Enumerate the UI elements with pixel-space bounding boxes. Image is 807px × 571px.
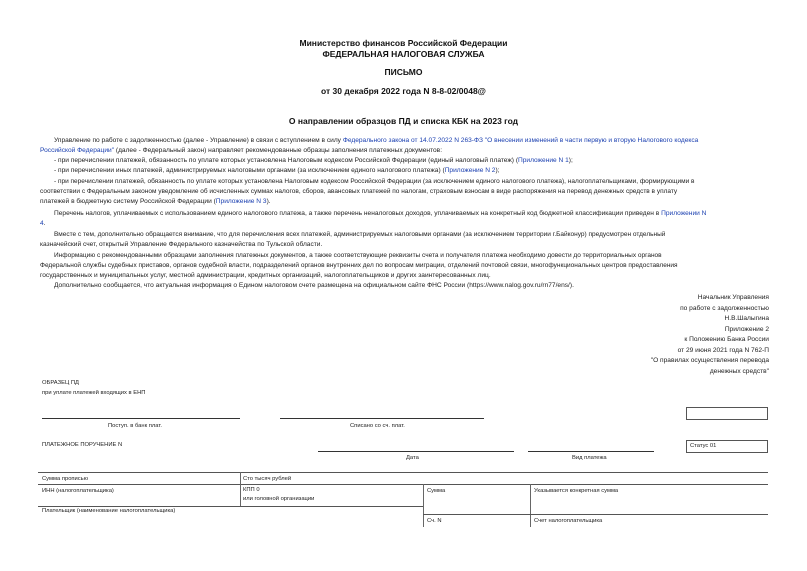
- paragraph-3-line-2: казначейский счет, открытый Управление Федерального казначейства по Тульской области.: [40, 241, 323, 248]
- account-label: Сч. N: [427, 518, 442, 524]
- paragraph-1-line-2: [40, 146, 442, 156]
- signature-person: Н.В.Шалыгина: [724, 315, 769, 322]
- received-line: [42, 418, 240, 419]
- bullet-1-text: - при перечислении платежей, обязанность по уплате которых установлена Налоговым кодексом Российской Федерации (единый налоговый платеж) (: [54, 157, 519, 164]
- paragraph-2-line-1: [54, 209, 706, 219]
- account-value: Счет налогоплательщика: [534, 518, 603, 524]
- grid-top-line: [38, 472, 768, 473]
- bullet-3-line-3: [40, 197, 271, 207]
- kpp-sublabel: или головной организации: [243, 496, 315, 502]
- paragraph-2-line-2: [40, 219, 46, 229]
- inn-kpp-divider: [240, 484, 241, 506]
- sum-column-divider: [423, 484, 424, 527]
- appendix-2-link[interactable]: Приложение N 2: [444, 167, 496, 174]
- bullet-3-line-1: - при перечислении платежей, обязанность по уплате которых установлена Налоговым кодексом Российской Федерации (за исключением единого налогового платежа), налогоплательщиками, формирующими в: [54, 178, 695, 185]
- debited-label: Списано со сч. плат.: [350, 423, 405, 429]
- sample-subtitle: при уплате платежей входящих в ЕНП: [42, 390, 146, 396]
- sum-in-words-label: Сумма прописью: [42, 476, 89, 482]
- paragraph-1-text: Управление по работе с задолженностью (далее - Управление) в связи с вступлением в силу: [54, 137, 343, 144]
- federal-law-link[interactable]: Федерального закона от 14.07.2022 N 263-ФЗ "О внесении изменений в части первую и вторую Налогового кодекса: [342, 137, 699, 144]
- account-row-line: [423, 514, 768, 515]
- payer-label: Плательщик (наименование налогоплательщика): [42, 508, 176, 514]
- federal-law-link-cont[interactable]: Российской Федерации": [40, 147, 115, 154]
- signature-department: по работе с задолженностью: [680, 304, 769, 312]
- kpp-label: КПП 0: [243, 487, 260, 493]
- appendix-1-link[interactable]: Приложение N 1: [518, 157, 569, 164]
- paragraph-3-line-1: Вместе с тем, дополнительно обращается внимание, что для перечисления всех платежей, администрируемых налоговыми органами (за исключением территории г.Байконур) предусмотрен отдельный: [54, 231, 666, 238]
- value-column-divider: [530, 484, 531, 527]
- signature-block: [651, 293, 769, 377]
- ministry-name: Министерство финансов Российской Федерации: [299, 38, 508, 48]
- paragraph-4-line-2: Федеральной службы судебных приставов, органов судебной власти, подразделений органов внутренних дел по вопросам миграции, отделений почтовой связи, многофункциональных центров предоставления: [40, 262, 678, 269]
- bullet-2-text: - при перечислении иных платежей, администрируемых налоговыми органами (за исключением единого налогового платежа) (: [54, 167, 445, 174]
- service-name: ФЕДЕРАЛЬНАЯ НАЛОГОВАЯ СЛУЖБА: [322, 49, 485, 59]
- pay-type-label: Вид платежа: [572, 455, 607, 461]
- document-type: ПИСЬМО: [384, 67, 423, 77]
- signature-title: Начальник Управления: [697, 294, 769, 301]
- pay-type-line: [528, 451, 654, 452]
- bullet-1: [54, 156, 573, 166]
- appendix-number: Приложение 2: [724, 325, 769, 333]
- form-code-box: [686, 407, 768, 420]
- appendix-date: от 29 июня 2021 года N 762-П: [677, 346, 769, 354]
- appendix-regulation: к Положению Банка России: [684, 336, 769, 343]
- appendix-3-link[interactable]: Приложение N 3: [215, 198, 267, 205]
- paragraph-1-text-end: (далее - Федеральный закон) направляет рекомендованные образцы заполнения платежных документов:: [114, 147, 443, 154]
- date-line: [318, 451, 514, 452]
- paragraph-2-end: .: [43, 220, 46, 227]
- sample-title: ОБРАЗЕЦ ПД: [42, 380, 79, 386]
- sum-label: Сумма: [427, 488, 446, 494]
- appendix-4-link-cont[interactable]: 4: [40, 220, 44, 227]
- date-label: Дата: [406, 455, 419, 461]
- payment-order-title: ПЛАТЕЖНОЕ ПОРУЧЕНИЕ N: [42, 442, 123, 448]
- bullet-3-text: платежей в бюджетную систему Российской Федерации (: [40, 198, 216, 205]
- bullet-1-end: );: [568, 157, 573, 164]
- bullet-2: [54, 166, 500, 176]
- sum-value: Указывается конкретная сумма: [534, 488, 619, 494]
- grid-row-2-line: [38, 484, 768, 485]
- paragraph-5: Дополнительно сообщается, что актуальная информация о Едином налоговом счете размещена на официальном сайте ФНС России (https://www.nalog.gov.ru/rn77/ens/).: [54, 282, 574, 289]
- sum-words-divider: [240, 472, 241, 484]
- appendix-4-link[interactable]: Приложении N: [661, 210, 707, 217]
- paragraph-4-line-1: Информацию с рекомендованными образцами заполнения платежных документов, а также соответствующие реквизиты счета и получателя платежа необходимо довести до территориальных органов: [54, 252, 662, 259]
- paragraph-2-text: Перечень налогов, уплачиваемых с использованием единого налогового платежа, а также перечень неналоговых доходов, уплачиваемых на конкретный код бюджетной классификации приведен в: [54, 210, 662, 217]
- document-date: от 30 декабря 2022 года N 8-8-02/0048@: [321, 86, 486, 96]
- appendix-title-cont: денежных средств": [709, 367, 769, 375]
- bullet-3-end: ).: [266, 198, 271, 205]
- inn-label: ИНН (налогоплательщика): [42, 488, 114, 494]
- grid-row-3-line: [38, 506, 423, 507]
- paragraph-1-line-1: [54, 136, 698, 146]
- received-label: Поступ. в банк плат.: [108, 423, 162, 429]
- status-value: Статус 01: [690, 443, 717, 449]
- bullet-3-line-2: соответствии с Федеральным законом уведомление об исчисленных суммах налогов, сборов, авансовых платежей по налогам, страховым взносам в виде распоряжения на перевод денежных средств в уплату: [40, 188, 678, 195]
- bullet-2-end: );: [495, 167, 500, 174]
- document-subject: О направлении образцов ПД и списка КБК на 2023 год: [288, 116, 519, 126]
- paragraph-4-line-3: государственных и муниципальных услуг, местной администрации, кредитных организаций, налогоплательщиков и других заинтересованных лиц.: [40, 272, 491, 279]
- appendix-title: "О правилах осуществления перевода: [650, 357, 769, 364]
- sum-in-words-value: Сто тысяч рублей: [243, 476, 292, 482]
- debited-line: [280, 418, 484, 419]
